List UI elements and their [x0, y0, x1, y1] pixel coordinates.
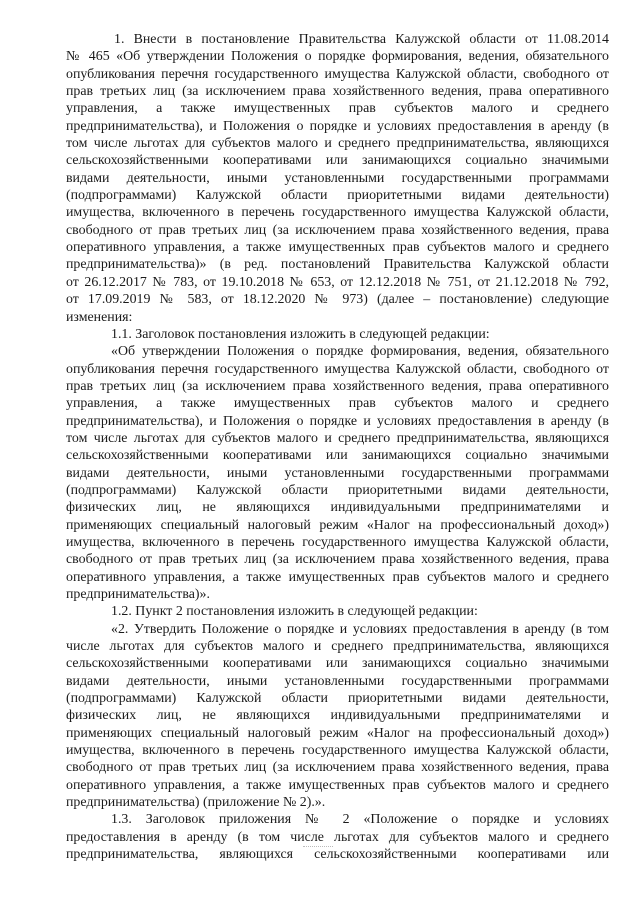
text-line: (подпрограммами) Калужской области приоритетными видами деятельности) [66, 188, 609, 204]
text-line: (подпрограммами) Калужской области приоритетными видами деятельности, [66, 482, 609, 498]
paragraph-1-3 [66, 811, 609, 863]
scan-artifact [303, 846, 333, 851]
text-line: оперативного управления, а также имущественных прав субъектов малого и среднего [66, 777, 609, 793]
text-line: том числе льготах для субъектов малого и среднего предпринимательства, являющихся [66, 136, 609, 152]
text-line: от 26.12.2017 № 783, от 19.10.2018 № 653, от 12.12.2018 № 751, от 21.12.2018 № 792, [66, 274, 609, 290]
text-line: изменения: [66, 309, 133, 325]
text-line: предпринимательства, являющихся сельскохозяйственными кооперативами или [66, 847, 609, 863]
text-line: 1.2. Пункт 2 постановления изложить в следующей редакции: [111, 604, 478, 620]
text-line: прав третьих лиц (за исключением права хозяйственного ведения, права оперативного [66, 378, 609, 394]
text-line: имущества, включенного в перечень государственного имущества Калужской области, [66, 205, 609, 221]
text-line: опубликования перечня государственного имущества Калужской области, свободного от [66, 66, 609, 82]
text-line: 1.1. Заголовок постановления изложить в следующей редакции: [111, 326, 490, 342]
text-line: применяющих специальный налоговый режим «Налог на профессиональный доход») [66, 725, 609, 741]
text-line: 1.3. Заголовок приложения № 2 «Положение о порядке и условиях [111, 812, 609, 828]
text-line: физических лиц, не являющихся индивидуальными предпринимателями и [66, 500, 609, 516]
text-line: сельскохозяйственными кооперативами или занимающихся социально значимыми [66, 153, 609, 169]
text-line: оперативного управления, а также имущественных прав субъектов малого и среднего [66, 240, 609, 256]
text-line: предоставления в аренду (в том числе льготах для субъектов малого и среднего [66, 829, 609, 845]
paragraph-1-1 [66, 326, 609, 604]
text-line: «2. Утвердить Положение о порядке и условиях предоставления в аренду (в том [111, 621, 609, 637]
text-line: видами деятельности, иными установленными государственными программами [66, 170, 609, 186]
text-line: предпринимательства), и Положения о порядке и условиях предоставления в аренду (в [66, 118, 609, 134]
text-line: 1. Внести в постановление Правительства Калужской области от 11.08.2014 [114, 32, 609, 47]
text-line: видами деятельности, иными установленными государственными программами [66, 465, 609, 481]
text-line: управления, а также имущественных прав субъектов малого и среднего [66, 101, 609, 117]
text-line: прав третьих лиц (за исключением права хозяйственного ведения, права оперативного [66, 84, 609, 100]
text-line: имущества, включенного в перечень государственного имущества Калужской области, [66, 743, 609, 759]
text-line: предпринимательства) (приложение № 2).». [66, 795, 326, 811]
text-line: сельскохозяйственными кооперативами или занимающихся социально значимыми [66, 448, 609, 464]
text-line: применяющих специальный налоговый режим «Налог на профессиональный доход») [66, 517, 609, 533]
document-body [66, 31, 609, 864]
text-line: № 465 «Об утверждении Положения о порядке формирования, ведения, обязательного [66, 49, 609, 65]
text-line: предпринимательства)» (в ред. постановлений Правительства Калужской области [66, 257, 609, 273]
text-line: предпринимательства), и Положения о порядке и условиях предоставления в аренду (в [66, 413, 609, 429]
text-line: числе льготах для субъектов малого и среднего предпринимательства, являющихся [66, 639, 609, 655]
text-line: оперативного управления, а также имущественных прав субъектов малого и среднего [66, 569, 609, 585]
paragraph-1 [66, 31, 609, 326]
text-line: видами деятельности, иными установленными государственными программами [66, 673, 609, 689]
text-line: свободного от прав третьих лиц (за исключением права хозяйственного ведения, права [66, 760, 609, 776]
paragraph-1-2 [66, 603, 609, 811]
text-line: сельскохозяйственными кооперативами или занимающихся социально значимыми [66, 656, 609, 672]
text-line: опубликования перечня государственного имущества Калужской области, свободного от [66, 361, 609, 377]
text-line: (подпрограммами) Калужской области приоритетными видами деятельности, [66, 691, 609, 707]
text-line: физических лиц, не являющихся индивидуальными предпринимателями и [66, 708, 609, 724]
text-line: свободного от прав третьих лиц (за исключением права хозяйственного ведения, права [66, 552, 609, 568]
text-line: имущества, включенного в перечень государственного имущества Калужской области, [66, 534, 609, 550]
text-line: свободного от прав третьих лиц (за исключением права хозяйственного ведения, права [66, 222, 609, 238]
text-line: управления, а также имущественных прав субъектов малого и среднего [66, 396, 609, 412]
text-line: от 17.09.2019 № 583, от 18.12.2020 № 973) (далее – постановление) следующие [66, 292, 609, 308]
text-line: том числе льготах для субъектов малого и среднего предпринимательства, являющихся [66, 430, 609, 446]
text-line: «Об утверждении Положения о порядке формирования, ведения, обязательного [111, 344, 609, 360]
text-line: предпринимательства)». [66, 587, 210, 602]
